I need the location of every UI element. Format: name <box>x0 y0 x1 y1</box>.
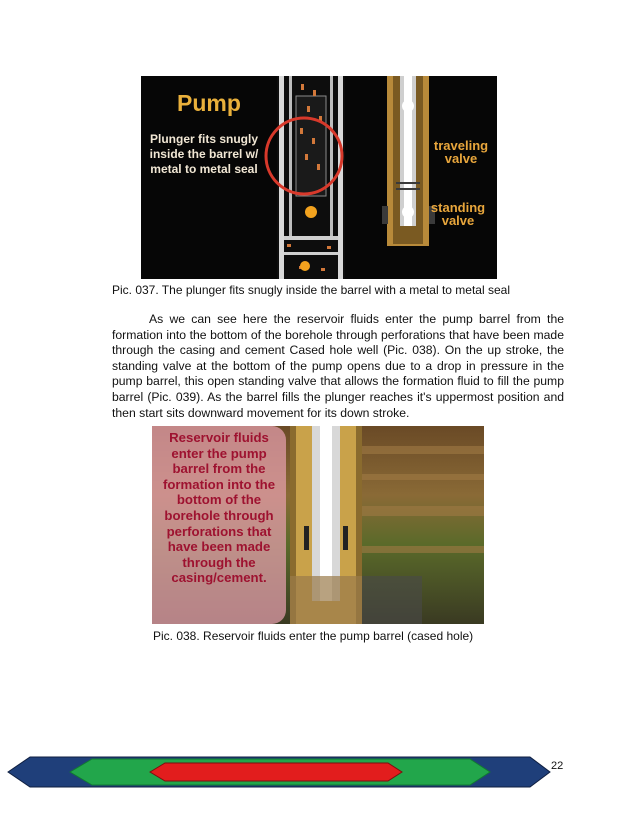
standing-valve-label: standing valve <box>430 200 486 228</box>
traveling-valve-label: traveling valve <box>433 138 489 166</box>
page-number: 22 <box>551 760 564 772</box>
figure-overlay-text: Plunger fits snugly inside the barrel w/ metal to metal seal <box>149 132 259 176</box>
footer-banner <box>0 752 638 792</box>
pump-figure <box>141 76 497 279</box>
overlay-text-box <box>152 426 286 624</box>
figure-overlay-text: Reservoir fluids enter the pump barrel from the formation into the bottom of the borehole through perforations that have been made through the casing/cement. <box>162 430 276 586</box>
figure-title: Pump <box>177 90 241 116</box>
figure-caption-037: Pic. 037. The plunger fits snugly inside the barrel with a metal to metal seal <box>112 283 510 297</box>
cased-hole-figure <box>152 426 484 624</box>
figure-caption-038: Pic. 038. Reservoir fluids enter the pump barrel (cased hole) <box>153 629 474 643</box>
body-paragraph: As we can see here the reservoir fluids enter the pump barrel from the formation into the bottom of the borehole through perforations that have been made through the casing and cement Cased hole well (Pic. 038). On the up stroke, the standing valve at the bottom of the pump opens due to a drop in pressure in the pump barrel, this open standing valve that allows the formation fluid to fill the pump barrel (Pic. 039). As the barrel fills the plunger reaches it's uppermost position and then start sits downward movement for its down stroke. <box>112 312 564 420</box>
